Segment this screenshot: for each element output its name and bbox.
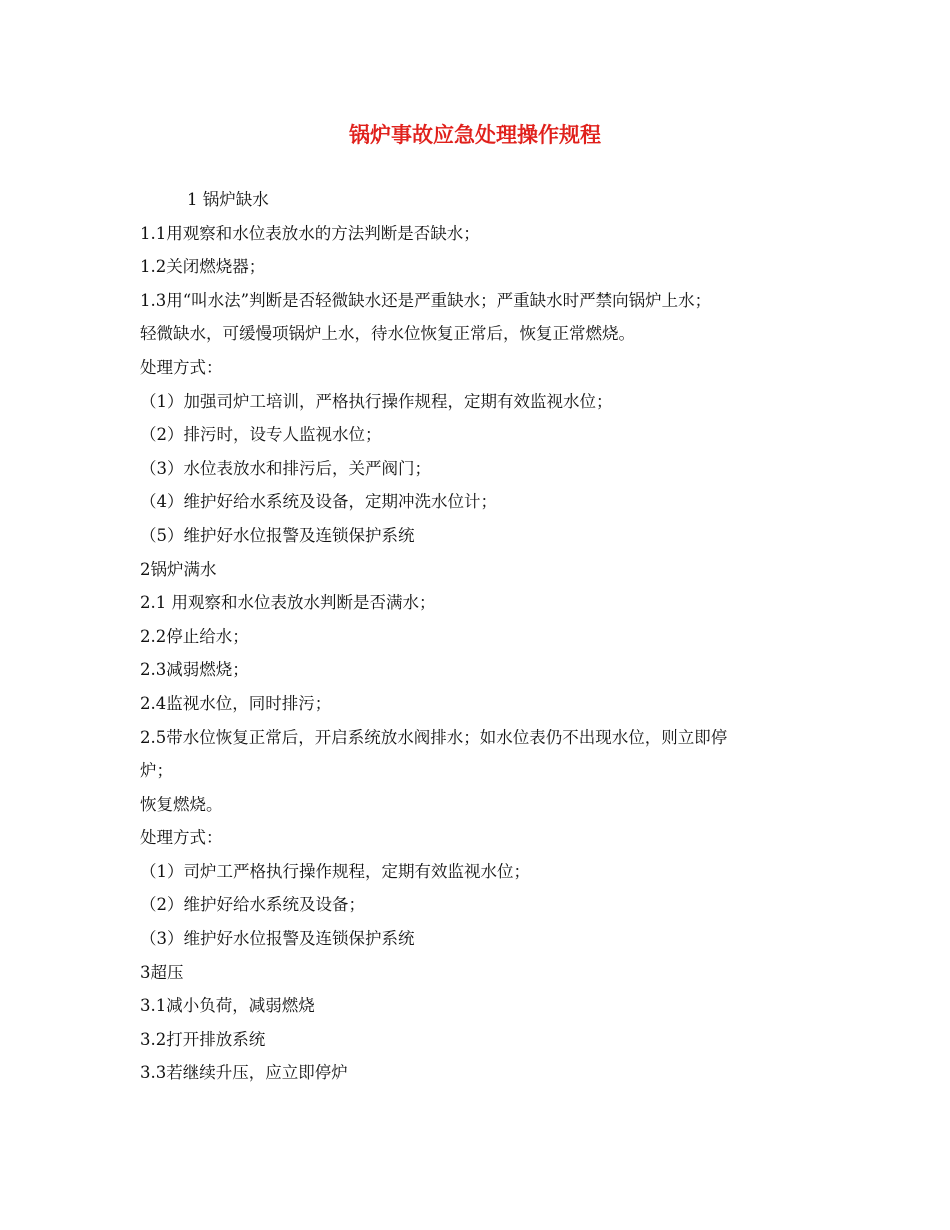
document-body (140, 183, 830, 1090)
section-heading-1: 1 锅炉缺水 (187, 190, 269, 209)
body-line: 恢复燃烧。 (140, 794, 223, 814)
document-title: 锅炉事故应急处理操作规程 (349, 123, 601, 147)
list-item: （2）维护好给水系统及设备； (140, 895, 365, 915)
body-line: 1.1用观察和水位表放水的方法判断是否缺水； (140, 223, 480, 243)
list-item: （2）排污时，设专人监视水位； (140, 425, 382, 445)
subheading-line: 处理方式： (140, 357, 223, 377)
list-item: （3）水位表放水和排污后，关严阀门； (140, 458, 431, 478)
subheading-line: 处理方式： (140, 828, 223, 848)
body-line: 3.2打开排放系统 (140, 1029, 266, 1049)
body-line: 2.5带水位恢复正常后，开启系统放水阀排水；如水位表仍不出现水位，则立即停 (140, 727, 728, 747)
body-line: 2.2停止给水； (140, 626, 249, 646)
body-line: 炉； (140, 761, 173, 781)
section-heading-2: 2锅炉满水 (140, 559, 217, 579)
list-item: （5）维护好水位报警及连锁保护系统 (140, 525, 415, 545)
body-line: 1.2关闭燃烧器； (140, 257, 266, 277)
list-item: （1）加强司炉工培训，严格执行操作规程，定期有效监视水位； (140, 391, 613, 411)
body-line: 3.3若继续升压，应立即停炉 (140, 1063, 348, 1083)
body-line: 2.4监视水位，同时排污； (140, 693, 332, 713)
list-item: （3）维护好水位报警及连锁保护系统 (140, 929, 415, 949)
body-line: 2.3减弱燃烧； (140, 660, 249, 680)
list-item: （4）维护好给水系统及设备，定期冲洗水位计； (140, 492, 497, 512)
body-line: 轻微缺水，可缓慢项锅炉上水，待水位恢复正常后，恢复正常燃烧。 (140, 324, 635, 344)
body-line: 1.3用“叫水法”判断是否轻微缺水还是严重缺水；严重缺水时严禁向锅炉上水； (140, 290, 712, 310)
list-item: （1）司炉工严格执行操作规程，定期有效监视水位； (140, 861, 530, 881)
section-heading-3: 3超压 (140, 962, 184, 982)
body-line: 3.1减小负荷，减弱燃烧 (140, 996, 315, 1016)
body-line: 2.1 用观察和水位表放水判断是否满水； (140, 593, 436, 613)
